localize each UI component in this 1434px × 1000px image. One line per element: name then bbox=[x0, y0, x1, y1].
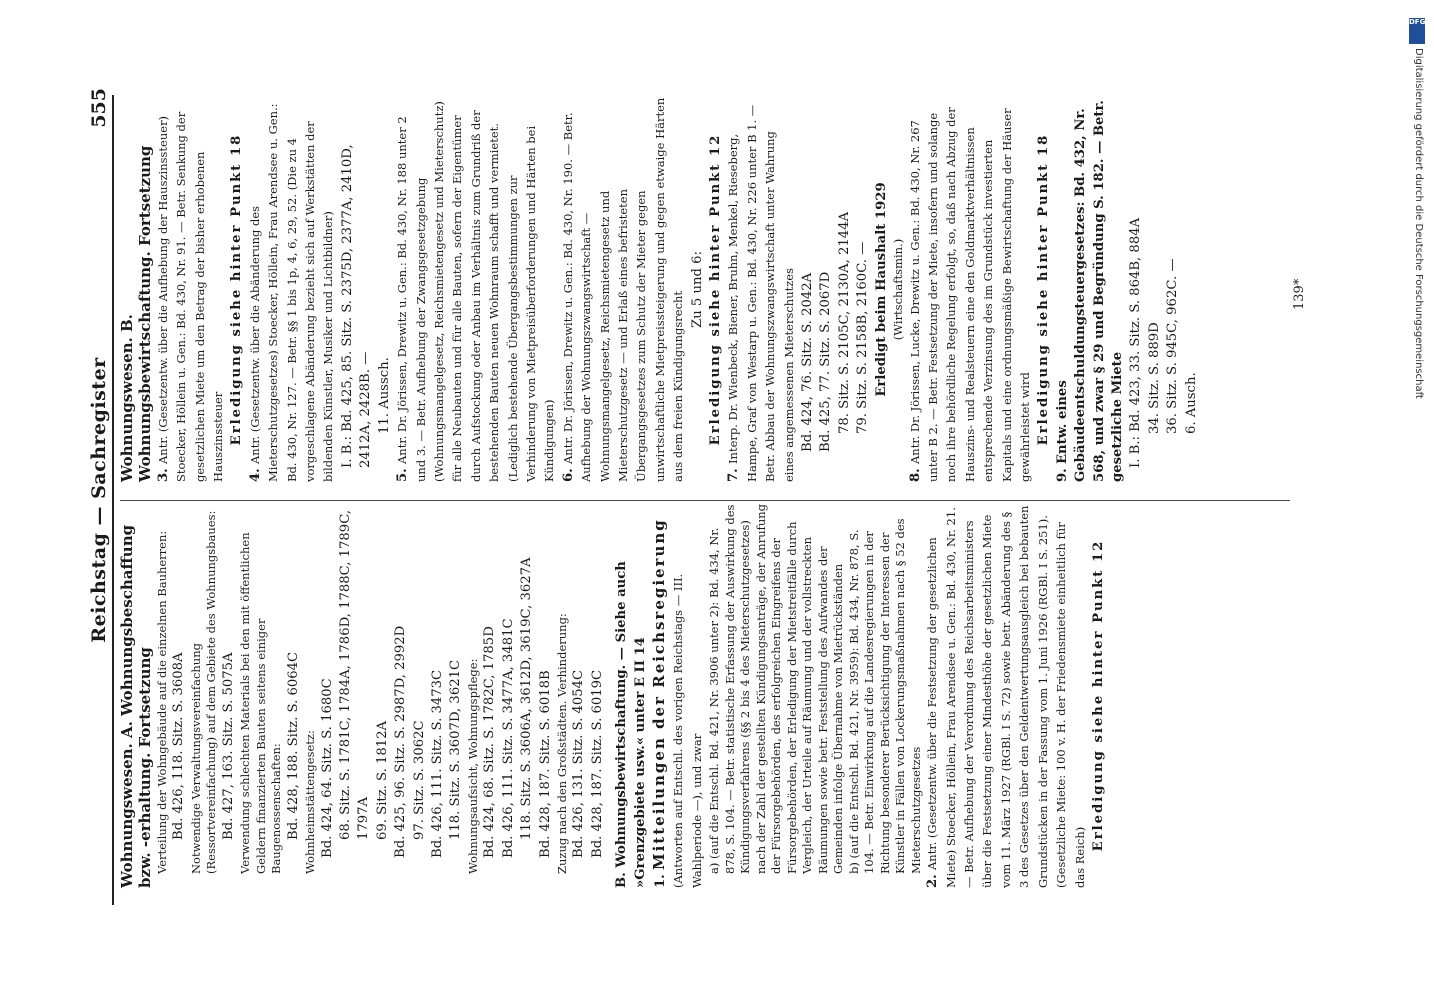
digitization-sidebar bbox=[1405, 8, 1431, 998]
item-text: Antr. (Gesetzentw. über die Festsetzung der gesetzlichen Miete) Stoecker, Höllein, Frau Arendsee u. Gen.: Bd. 430, Nr. 21. — Betr. Aufhebung der Verordnung des Reichsarbeitsministers über die Festsetzung einer Mindesthöhe der gesetzlichen Miete vom 11. März 1927 (RGBl. I S. 72) sowie betr. Abänderung des § 3 des Gesetzes über den Geldentwertungsausgleich bei bebauten Grundstücken in der Fassung vom 1. Juni 1926 (RGBl. I S. 251). (Gesetzliche Miete: 100 v. H. der Friedensmiete einheitlich für das Reich) bbox=[925, 505, 1087, 888]
item-subtext: b) (auf die Entschl. Bd. 421, Nr. 3959): Bd. 434, Nr. 878, S. 104. — Betr. Einwirkung auf die Landesregierungen in der Richtung besonderer Berücksichtigung der Interessen der Künstler in Fällen von Lockerungsmaßnahmen nach § 52 des Mieterschutzgesetzes bbox=[846, 518, 923, 874]
entry-ref: 6. Ausch. bbox=[1183, 372, 1199, 434]
item-text: Antr. (Gesetzentw. über die Abänderung des Mieterschutzgesetzes) Stoecker, Höllein, Frau Arendsee u. Gen.: Bd. 430, Nr. 127. — Betr. §§ 1 bis 1p, 4, 6, 29, 52. (Die zu 4 vorgeschlagene Abänderung bezieht sich auf Werkstätten der bildenden Künstler, Musiker und Lichtbildner) bbox=[247, 103, 336, 482]
entry-ref: 79. Sitz. S. 2158B, 2160C. — bbox=[855, 241, 871, 434]
item-text: Entw. eines Gebäudeentschuldungsteuergesetzes: Bd. 432, Nr. 568, und zwar § 29 und Begründung S. 182. — Betr. gesetzliche Miete bbox=[1054, 100, 1126, 482]
left-column bbox=[118, 503, 1108, 888]
entry-ref: Bd. 427, 163. Sitz. S. 5075A bbox=[220, 652, 236, 840]
entry-ref: Bd. 426, 118. Sitz. S. 3608A bbox=[171, 652, 187, 840]
numbered-item bbox=[394, 97, 560, 482]
page-number: 555 bbox=[88, 88, 110, 128]
entry-ref: Bd. 424, 76. Sitz. S. 2042A bbox=[800, 272, 816, 452]
joint-label: Zu 5 und 6: bbox=[689, 251, 705, 328]
item-title: Mitteilungen der Reichsregierung bbox=[650, 518, 669, 870]
entry-text: Wohnheimstättengesetz: bbox=[303, 730, 318, 874]
entry-ref: 118. Sitz. S. 3607D, 3621C bbox=[448, 659, 464, 840]
section-heading: B. Wohnungsbewirtschaftung. — Siehe auch »Grenzgebiete usw.« unter E II 14 bbox=[614, 561, 648, 888]
item-number: 5. bbox=[395, 468, 411, 482]
item-outcome: Erledigung siehe hinter Punkt 18 bbox=[229, 133, 245, 446]
item-text: Antr. Dr. Jörissen, Drewitz u. Gen.: Bd. 430, Nr. 190. — Betr. Aufhebung der Wohnungszwangswirtschaft — Wohnungsmangelgesetz, Reichsmietengesetz und Mieterschutzgesetz — und Erlaß eines befristeten Übergangsgesetzes zum Schutz der Mieter gegen unwirtschaftliche Mietpreissteigerung und gegen etwaige Härten aus dem freien Kündigungsrecht bbox=[560, 97, 686, 482]
numbered-item bbox=[1054, 97, 1128, 482]
entry-ref: I. B.: Bd. 425, 85. Sitz. S. 2375D, 2377A, 2410D, 2412A, 2428B. — bbox=[339, 144, 374, 468]
item-number: 9. bbox=[1054, 468, 1070, 482]
item-outcome: Erledigt beim Haushalt 1929 bbox=[873, 182, 889, 397]
item-text: Antr. Dr. Jörissen, Drewitz u. Gen.: Bd. 430, Nr. 188 unter 2 und 3. — Betr. Aufhebung der Zwangsgesetzgebung (Wohnungsmangelgesetz, Reichsmietengesetz und Mieterschutz) für alle Neubauten und für alle Bauten, sofern der Eigentümer durch Aufstockung oder Anbau im Verhältnis zum Grundriß der bestehenden Bauten neuen Wohnraum schafft und vermietet. (Lediglich bestehende Übergangsbestimmungen zur Verhinderung von Mietpreisüberforderungen und Härten bei Kündigungen) bbox=[395, 101, 557, 482]
page-header bbox=[88, 0, 110, 1000]
entry-ref: 34. Sitz. S. 889D bbox=[1146, 322, 1162, 434]
item-outcome: Erledigung siehe hinter Punkt 18 bbox=[1036, 133, 1052, 446]
entry-ref: Bd. 425, 96. Sitz. S. 2987D, 2992D bbox=[393, 625, 409, 858]
entry-ref: Bd. 424, 64. Sitz. S. 1680C bbox=[319, 678, 335, 858]
entry-ref: 97. Sitz. S. 3062C bbox=[411, 720, 427, 840]
item-text: Antr. Dr. Jörissen, Lucke, Drewitz u. Gen.: Bd. 430, Nr. 267 unter B 2. — Betr. Festsetzung der Miete, insofern und solange noch ihre behördliche Regelung erfolgt, so, daß nach Abzug der Hauszins- und Realsteuern eine den Goldmarktverhältnissen entsprechende Verzinsung des im Grundstück investierten Kapitals und eine ordnungsmäßige Bewirtschaftung der Häuser gewährleistet wird bbox=[907, 107, 1032, 482]
entry-text: Verwendung schlechten Materials bei den mit öffentlichen Geldern finanzierten Bauten seitens einiger Baugenossenschaften: bbox=[238, 532, 284, 874]
header-rule bbox=[112, 95, 114, 905]
numbered-item bbox=[560, 97, 689, 482]
numbered-item bbox=[725, 97, 799, 482]
item-number: 2. bbox=[925, 874, 941, 888]
item-number: 1. bbox=[653, 874, 669, 888]
item-number: 4. bbox=[247, 468, 263, 482]
item-text: Antr. (Gesetzentw. über die Aufhebung der Hauszinssteuer) Stoecker, Höllein u. Gen.: Bd. 430, Nr. 91. — Betr. Senkung der gesetzlichen Miete um den Betrag der bisher erhobenen Hauszinssteuer bbox=[155, 111, 226, 482]
running-header: Reichstag — Sachregister bbox=[88, 357, 110, 643]
entry-ref: I. B.: Bd. 423, 33. Sitz. S. 864B, 884A bbox=[1128, 217, 1144, 468]
item-note: (Wirtschaftsmin.) bbox=[891, 238, 906, 341]
item-outcome: Erledigung siehe hinter Punkt 12 bbox=[708, 133, 723, 446]
entry-ref: 68. Sitz. S. 1781C, 1784A, 1786D, 1788C, 1789C, 1797A bbox=[337, 509, 372, 840]
entry-ref: Bd. 428, 187. Sitz. S. 6019C bbox=[589, 669, 605, 858]
entry-ref: 69. Sitz. S. 1812A bbox=[374, 720, 390, 840]
entry-ref: Bd. 426, 111. Sitz. S. 3477A, 3481C bbox=[500, 618, 516, 858]
item-text: Interp. Dr. Wienbeck, Biener, Bruhn, Menkel, Rieseberg, Hampe, Graf von Westarp u. Gen.: Bd. 430, Nr. 226 unter B 1. — Betr. Abbau der Wohnungszwangswirtschaft unter Wahrung eines angemessenen Mieterschutzes bbox=[726, 104, 796, 482]
section-heading: Wohnungswesen. A. Wohnungsbeschaffung bzw. -erhaltung. Fortsetzung bbox=[118, 524, 155, 888]
numbered-item bbox=[907, 97, 1036, 482]
numbered-item bbox=[247, 97, 339, 482]
entry-ref: Bd. 428, 187. Sitz. S. 6018B bbox=[537, 670, 553, 858]
item-number: 7. bbox=[726, 468, 742, 482]
numbered-item bbox=[924, 503, 1090, 888]
item-number: 8. bbox=[907, 468, 923, 482]
entry-ref: Bd. 426, 131. Sitz. S. 4054C bbox=[571, 669, 587, 858]
entry-ref: 118. Sitz. S. 3606A, 3612D, 3619C, 3627A bbox=[519, 557, 535, 840]
entry-ref: Bd. 424, 68. Sitz. S. 1782C, 1785D bbox=[482, 626, 498, 858]
numbered-item bbox=[650, 503, 707, 888]
entry-ref: Bd. 428, 188. Sitz. S. 6064C bbox=[285, 651, 301, 840]
numbered-item bbox=[155, 97, 229, 482]
right-column bbox=[118, 97, 1201, 482]
entry-ref: 11. Aussch. bbox=[376, 357, 392, 434]
page-footnote-number: 139* bbox=[1292, 278, 1307, 310]
column-separator bbox=[120, 500, 1290, 501]
entry-ref: Bd. 426, 111. Sitz. S. 3473C bbox=[429, 669, 445, 858]
dfg-logo-icon: DFG bbox=[1409, 18, 1425, 44]
item-outcome: Erledigung siehe hinter Punkt 12 bbox=[1090, 539, 1106, 852]
entry-ref: 36. Sitz. S. 945C, 962C. — bbox=[1165, 258, 1181, 434]
entry-ref: Bd. 425, 77. Sitz. S. 2067D bbox=[818, 271, 834, 452]
entry-text: Notwendige Verwaltungsvereinfachung (Ressortvereinfachung) auf dem Gebiete des Wohnungsbaues: bbox=[188, 510, 219, 874]
item-text: (Antworten auf Entschl. des vorigen Reichstags — III. Wahlperiode —), und zwar bbox=[671, 573, 704, 888]
entry-ref: 78. Sitz. S. 2105C, 2130A, 2144A bbox=[836, 211, 852, 434]
entry-text: Zuzug nach den Großstädten. Verhinderung: bbox=[554, 613, 569, 874]
section-heading: Wohnungswesen. B. Wohnungsbewirtschaftung. Fortsetzung bbox=[118, 145, 155, 482]
item-number: 3. bbox=[155, 468, 171, 482]
entry-text: Wohnungsaufsicht, Wohnungspflege: bbox=[465, 658, 480, 874]
item-number: 6. bbox=[560, 468, 576, 482]
entry-text: Verteilung der Wohngebäude auf die einzelnen Bauherren: bbox=[154, 530, 169, 874]
item-subtext: a) (auf die Entschl. Bd. 421, Nr. 3906 unter 2): Bd. 434, Nr. 878, S. 104. — Betr. statistische Erfassung der Auswirkung des Kündigungsverfahrens (§§ 2 bis 4 des Mieterschutzgesetzes) nach der Zahl der gestellten Kündigungsanträge, der Anrufung der Fürsorgebehörden, des erfolgreichen Eingreifens der Fürsorgebehörden, der Erledigung der Mietstreitfälle durch Vergleich, der Urteile auf Räumung und der vollstreckten Räumungen sowie betr. Feststellung des Aufwandes der Gemeinden infolge Übernahme von Mietrückständen bbox=[707, 503, 846, 874]
digitization-credit: Digitalisierung gefördert durch die Deutsche Forschungsgemeinschaft bbox=[1413, 48, 1424, 399]
